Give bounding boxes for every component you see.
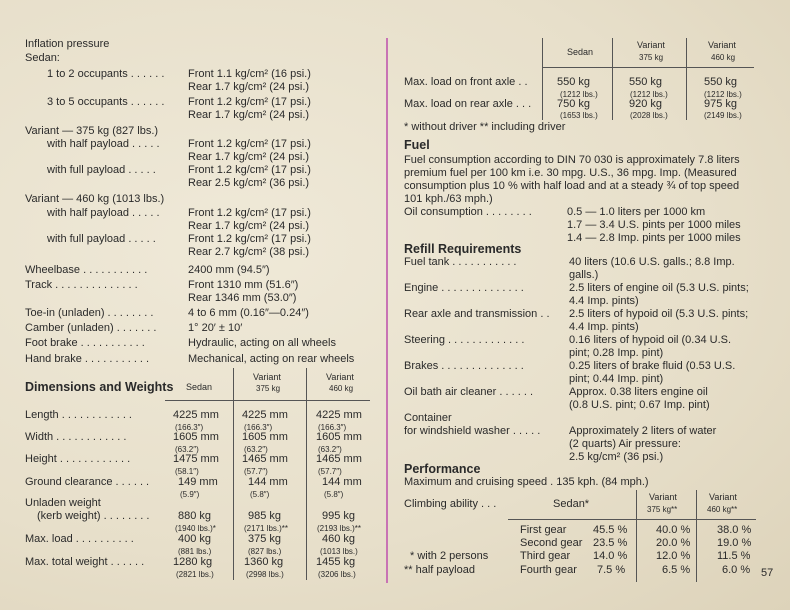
handbrake-value: Mechanical, acting on rear wheels [188,353,355,365]
washer-line: (2 quarts) Air pressure: [569,438,681,450]
variant-375-heading: Variant — 375 kg (827 lbs.) [25,125,159,137]
dim-sub: (63.2″) [244,445,268,454]
washer-line: Approximately 2 liters of water [569,425,717,437]
row-rear: Rear 2.5 kg/cm² (36 psi.) [188,177,310,189]
row-label: 1 to 2 occupants . . . . . . [47,68,165,80]
axle-sub: (1212 lbs.) [630,90,668,99]
climb-v2: 12.0 % [656,550,691,562]
inflation-title: Inflation pressure [25,38,110,50]
table-col-line [612,38,613,120]
row-front: Front 1.2 kg/cm² (17 psi.) [188,164,311,176]
climb-v2: 20.0 % [656,537,691,549]
axle-sub: (2028 lbs.) [630,111,668,120]
unladen-label: Unladen weight [25,497,101,509]
refill-label: Steering . . . . . . . . . . . . . [404,334,525,346]
page-number: 57 [761,567,774,579]
row-label: 3 to 5 occupants . . . . . . [47,96,165,108]
axle-value: 920 kg [629,98,663,110]
dim-sub: (58.1″) [175,467,199,476]
weight-value: 1360 kg [244,556,284,568]
dim-label: Ground clearance . . . . . . [25,476,150,488]
row-front: Front 1.2 kg/cm² (17 psi.) [188,207,311,219]
climb-v1: 45.5 % [593,524,628,536]
refill-value: 40 liters (10.6 U.S. galls.; 8.8 Imp. [569,256,735,268]
dim-sub: (166.3″) [244,423,273,432]
front-axle-label: Max. load on front axle . . [404,76,528,88]
wheelbase-label: Wheelbase . . . . . . . . . . . [25,264,148,276]
col-375: 375 kg [639,53,664,62]
variant-460-heading: Variant — 460 kg (1013 lbs.) [25,193,165,205]
axle-sub: (1212 lbs.) [560,90,598,99]
dim-sub: (5.9″) [180,490,200,499]
refill-value2: galls.) [569,269,599,281]
maxtotal-label: Max. total weight . . . . . . [25,556,145,568]
table-rule [165,400,370,401]
refill-label: Brakes . . . . . . . . . . . . . . [404,360,524,372]
kerb-label: (kerb weight) . . . . . . . . [37,510,150,522]
dim-sub: (166.3″) [175,423,204,432]
dim-sub: (63.2″) [175,445,199,454]
weight-sub: (2998 lbs.) [246,570,284,579]
weight-value: 375 kg [248,533,282,545]
row-rear: Rear 1.7 kg/cm² (24 psi.) [188,109,310,121]
refill-value: 0.16 liters of hypoid oil (0.34 U.S. [569,334,732,346]
camber-value: 1° 20′ ± 10′ [188,322,243,334]
row-rear: Rear 1.7 kg/cm² (24 psi.) [188,151,310,163]
axle-sub: (2149 lbs.) [704,111,742,120]
rear-axle-label: Max. load on rear axle . . . [404,98,532,110]
table-rule [508,519,756,520]
refill-value2: pint; 0.28 Imp. pint) [569,347,664,359]
axle-value: 975 kg [704,98,738,110]
footnote: * without driver ** including driver [404,121,566,133]
refill-label: Engine . . . . . . . . . . . . . . [404,282,524,294]
dim-value: 144 mm [322,476,362,488]
weight-value: 1280 kg [173,556,213,568]
container-label: Container [404,412,452,424]
oil-label: Oil consumption . . . . . . . . [404,206,532,218]
dim-value: 1605 mm [242,431,288,443]
col-variant-460: Variant [708,40,736,50]
climb-gear: Fourth gear [520,564,577,576]
weight-sub: (2171 lbs.)** [244,524,289,533]
refill-value2: 4.4 Imp. pints) [569,295,639,307]
row-front: Front 1.2 kg/cm² (17 psi.) [188,138,311,150]
axle-value: 550 kg [704,76,738,88]
dim-sub: (166.3″) [318,423,347,432]
weight-value: 985 kg [248,510,282,522]
table-col-line [696,490,697,582]
dim-sub: (57.7″) [244,467,268,476]
washer-label: for windshield washer . . . . . [404,425,541,437]
dim-value: 1465 mm [316,453,362,465]
toein-value: 4 to 6 mm (0.16″—0.24″) [188,307,309,319]
weight-value: 400 kg [178,533,212,545]
col-460: 460 kg** [707,505,738,514]
row-front: Front 1.2 kg/cm² (17 psi.) [188,96,311,108]
fuel-line: Fuel consumption according to DIN 70 030 is approximately 7.8 liters [404,154,740,166]
axle-value: 750 kg [557,98,591,110]
table-col-line [542,38,543,120]
table-col-line [306,368,307,580]
col-375: 375 kg** [647,505,678,514]
dim-sub: (57.7″) [318,467,342,476]
dim-value: 144 mm [248,476,288,488]
row-front: Front 1.2 kg/cm² (17 psi.) [188,233,311,245]
dim-value: 1605 mm [316,431,362,443]
climb-label: Climbing ability . . . [404,498,497,510]
climb-gear: Third gear [520,550,571,562]
weight-value: 460 kg [322,533,356,545]
row-rear: Rear 2.7 kg/cm² (38 psi.) [188,246,310,258]
table-col-line [636,490,637,582]
col-variant-460: Variant [326,372,354,382]
dim-label: Height . . . . . . . . . . . . [25,453,131,465]
track-front: Front 1310 mm (51.6″) [188,279,299,291]
dim-value: 1465 mm [242,453,288,465]
fuel-line: premium fuel per 100 km i.e. 30 mpg. U.S., 36 mpg. Imp. (Measured [404,167,737,179]
refill-label: Rear axle and transmission . . [404,308,550,320]
row-rear: Rear 1.7 kg/cm² (24 psi.) [188,220,310,232]
maxload-label: Max. load . . . . . . . . . . [25,533,134,545]
axle-sub: (1653 lbs.) [560,111,598,120]
track-label: Track . . . . . . . . . . . . . . [25,279,138,291]
col-variant-375: Variant [649,492,677,502]
dim-sub: (5.8″) [250,490,270,499]
climb-v1: 23.5 % [593,537,628,549]
toein-label: Toe-in (unladen) . . . . . . . . [25,307,154,319]
refill-label: Oil bath air cleaner . . . . . . [404,386,533,398]
fuel-title: Fuel [404,138,430,152]
row-rear: Rear 1.7 kg/cm² (24 psi.) [188,81,310,93]
climb-v1: 7.5 % [597,564,626,576]
climb-v2: 40.0 % [656,524,691,536]
footbrake-value: Hydraulic, acting on all wheels [188,337,336,349]
weight-sub: (881 lbs.) [178,547,212,556]
climb-v3: 6.0 % [722,564,751,576]
washer-line: 2.5 kg/cm² (36 psi.) [569,451,664,463]
row-label: with half payload . . . . . [47,207,160,219]
refill-value: 2.5 liters of engine oil (5.3 U.S. pints; [569,282,749,294]
col-sedan: Sedan [567,47,594,57]
col-sedan: Sedan [186,382,213,392]
climb-v3: 38.0 % [717,524,752,536]
climb-note: ** half payload [404,564,475,576]
refill-label: Fuel tank . . . . . . . . . . . [404,256,517,268]
weight-value: 1455 kg [316,556,356,568]
col-375: 375 kg [256,384,281,393]
dim-value: 4225 mm [316,409,362,421]
dim-value: 149 mm [178,476,218,488]
row-front: Front 1.1 kg/cm² (16 psi.) [188,68,311,80]
refill-value2: pint; 0.44 Imp. pint) [569,373,664,385]
weight-sub: (3206 lbs.) [318,570,356,579]
col-460: 460 kg [711,53,736,62]
table-col-line [233,368,234,580]
max-speed: Maximum and cruising speed . 135 kph. (84 mph.) [404,476,649,488]
col-variant-460: Variant [709,492,737,502]
dim-label: Width . . . . . . . . . . . . [25,431,127,443]
weight-sub: (2821 lbs.) [176,570,214,579]
dim-sub: (63.2″) [318,445,342,454]
weight-sub: (2193 lbs.)** [317,524,362,533]
footbrake-label: Foot brake . . . . . . . . . . . [25,337,145,349]
climb-gear: First gear [520,524,567,536]
weight-sub: (1940 lbs.)* [175,524,216,533]
camber-label: Camber (unladen) . . . . . . . [25,322,157,334]
refill-title: Refill Requirements [404,242,522,256]
dim-value: 1475 mm [173,453,219,465]
col-variant-375: Variant [637,40,665,50]
oil-line: 1.4 — 2.8 Imp. pints per 1000 miles [567,232,741,244]
performance-title: Performance [404,462,481,476]
table-col-line [686,38,687,120]
climb-gear: Second gear [520,537,583,549]
refill-value2: 4.4 Imp. pints) [569,321,639,333]
sedan-label: Sedan: [25,52,60,64]
axle-value: 550 kg [629,76,663,88]
axle-value: 550 kg [557,76,591,88]
refill-value: 2.5 liters of hypoid oil (5.3 U.S. pints; [569,308,749,320]
track-rear: Rear 1346 mm (53.0″) [188,292,297,304]
climb-note: * with 2 persons [410,550,489,562]
climb-v1: 14.0 % [593,550,628,562]
page-divider [386,38,388,583]
weight-sub: (827 lbs.) [248,547,282,556]
oil-line: 1.7 — 3.4 U.S. pints per 1000 miles [567,219,741,231]
row-label: with full payload . . . . . [47,233,156,245]
axle-sub: (1212 lbs.) [704,90,742,99]
dimensions-title: Dimensions and Weights [25,380,174,394]
col-variant-375: Variant [253,372,281,382]
refill-value: 0.25 liters of brake fluid (0.53 U.S. [569,360,736,372]
dim-value: 4225 mm [242,409,288,421]
weight-sub: (1013 lbs.) [320,547,358,556]
weight-value: 995 kg [322,510,356,522]
fuel-line: consumption plus 10 % with half load and at a steady ¾ of top speed [404,180,740,192]
refill-value2: (0.8 U.S. pint; 0.67 Imp. pint) [569,399,710,411]
row-label: with full payload . . . . . [47,164,156,176]
oil-line: 0.5 — 1.0 liters per 1000 km [567,206,706,218]
climb-v3: 11.5 % [717,550,751,562]
climb-v3: 19.0 % [717,537,752,549]
dim-value: 1605 mm [173,431,219,443]
handbrake-label: Hand brake . . . . . . . . . . . [25,353,150,365]
table-rule [542,67,754,68]
row-label: with half payload . . . . . [47,138,160,150]
weight-value: 880 kg [178,510,212,522]
wheelbase-value: 2400 mm (94.5″) [188,264,270,276]
fuel-line: 101 kph./63 mph.) [404,193,493,205]
refill-value: Approx. 0.38 liters engine oil [569,386,708,398]
dim-value: 4225 mm [173,409,219,421]
dim-sub: (5.8″) [324,490,344,499]
dim-label: Length . . . . . . . . . . . . [25,409,132,421]
climb-v2: 6.5 % [662,564,691,576]
col-460: 460 kg [329,384,354,393]
climb-sedan: Sedan* [553,498,590,510]
